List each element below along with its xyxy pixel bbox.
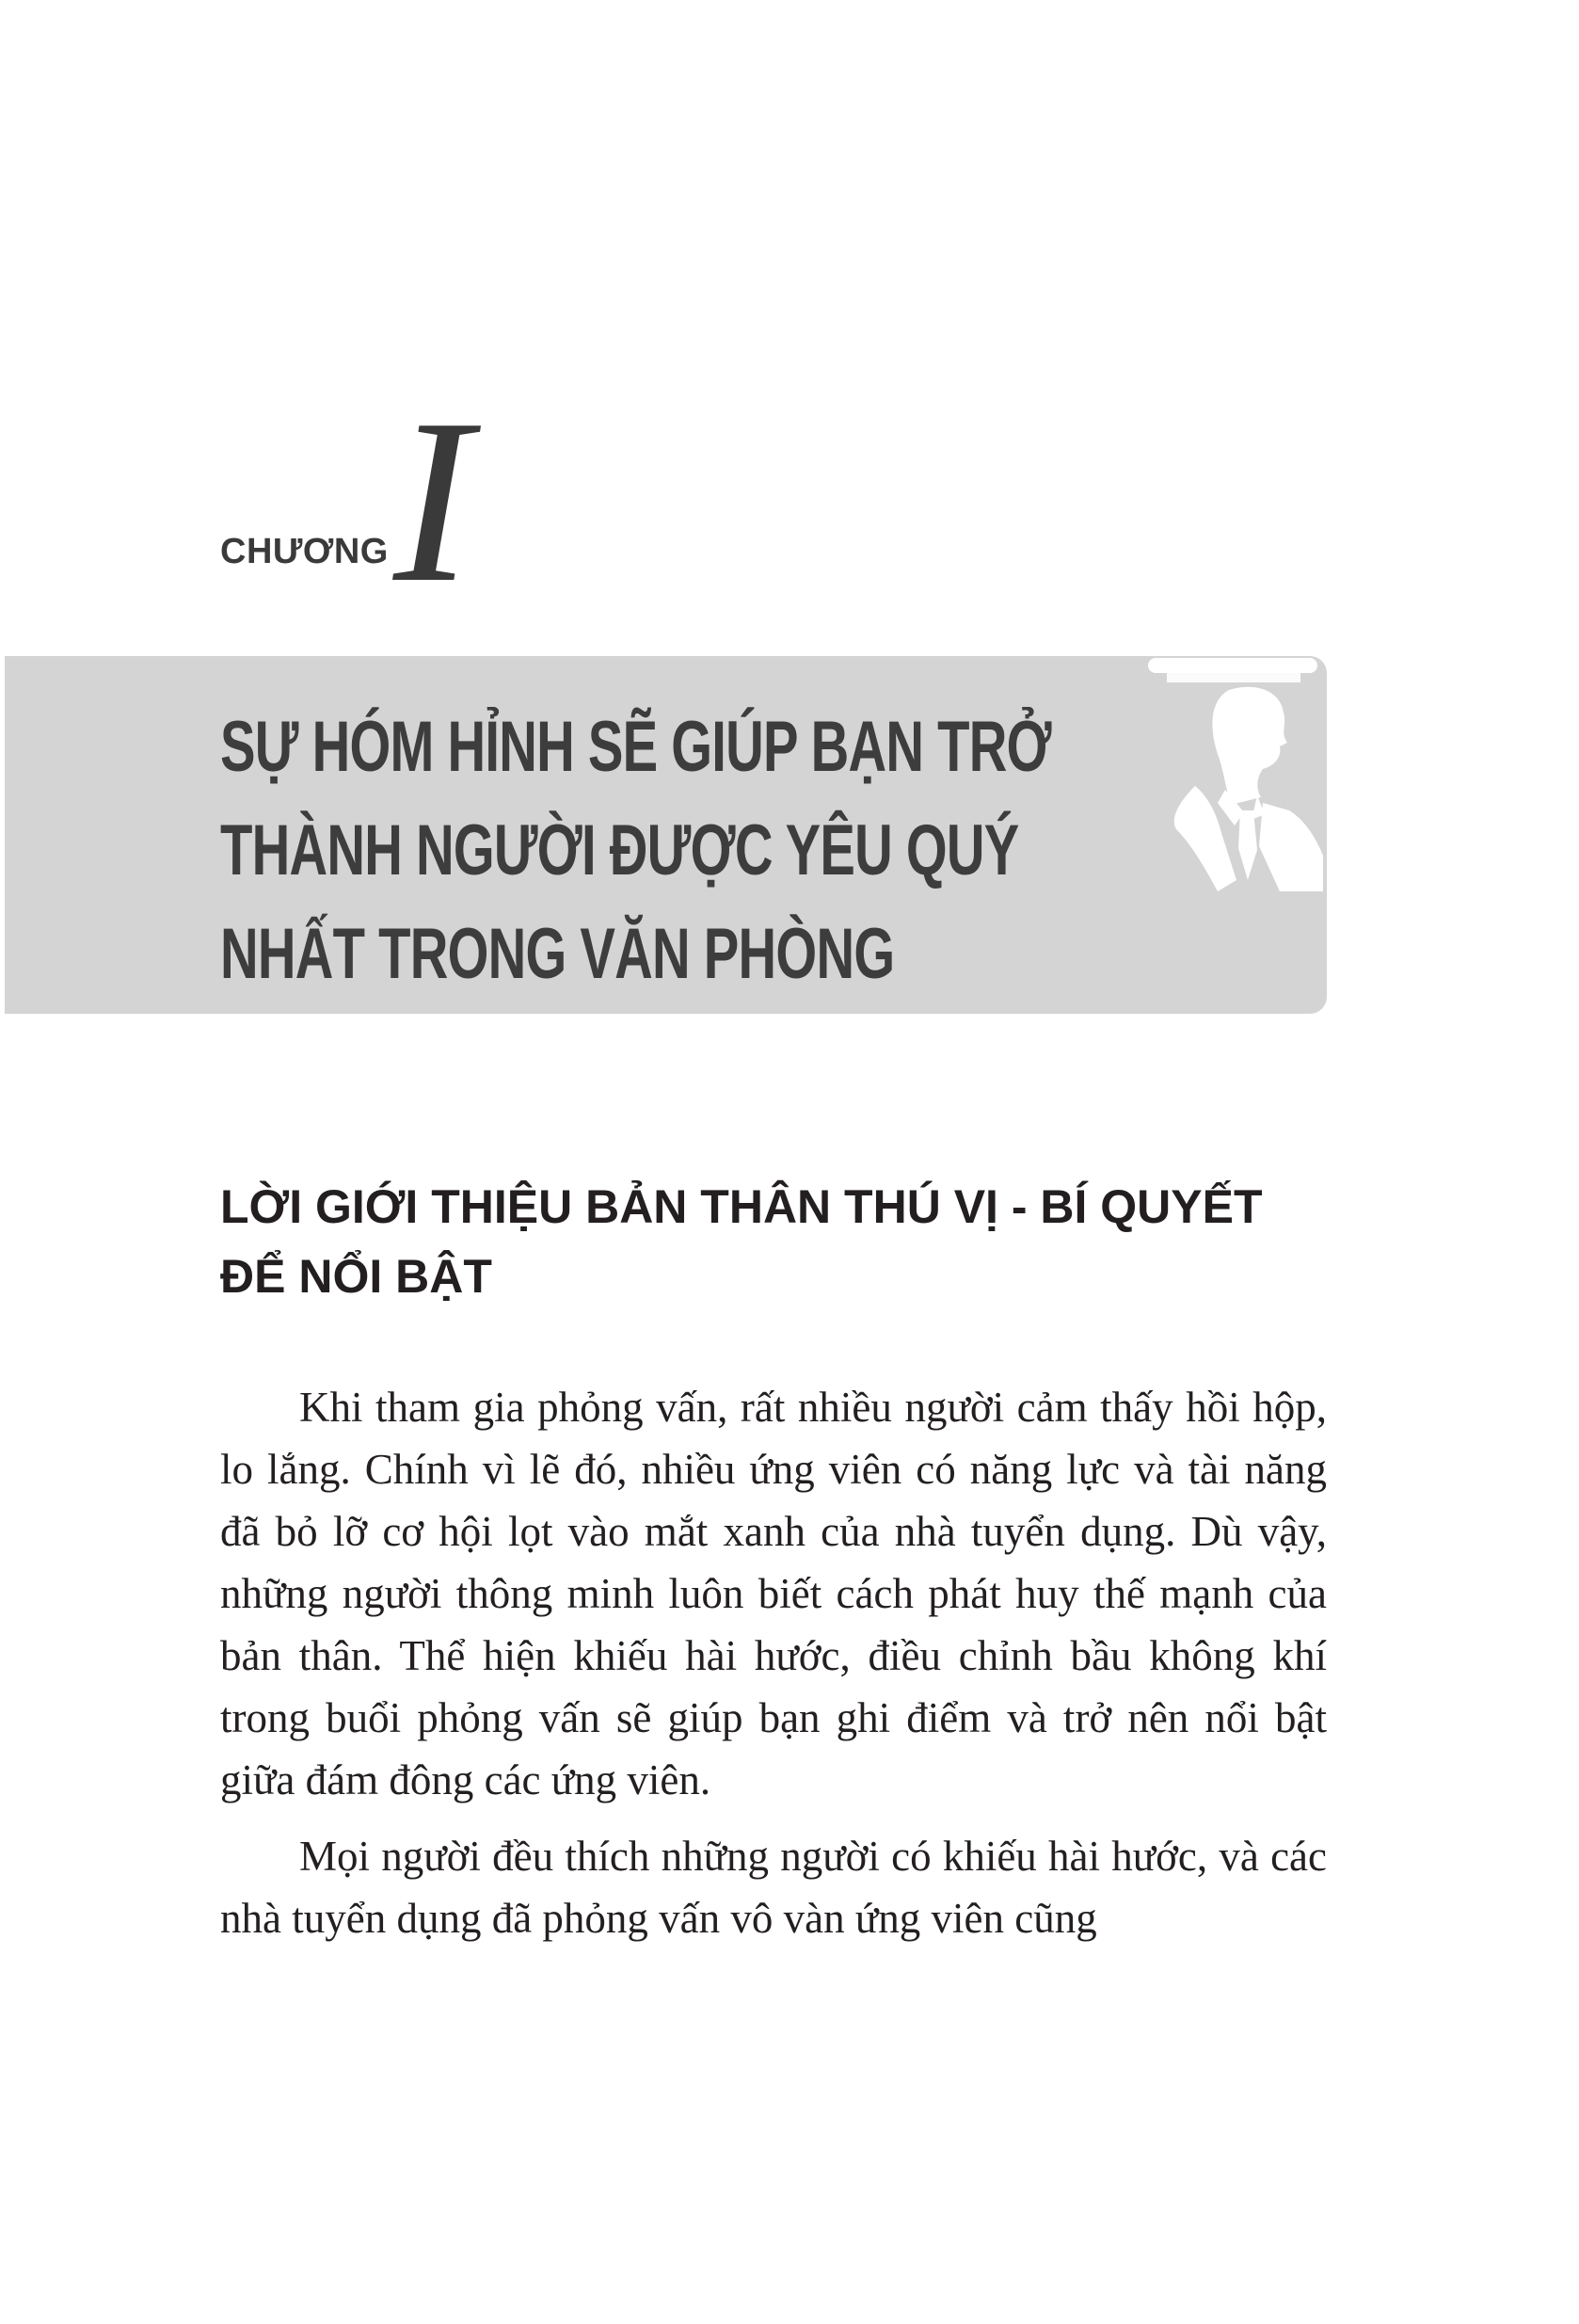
chapter-title-band [5, 656, 1327, 1014]
chapter-label: CHƯƠNG [220, 532, 389, 571]
chapter-title [220, 696, 1051, 1006]
body-text [220, 1376, 1327, 1963]
chapter-numeral: I [393, 371, 472, 632]
chapter-title-line: SỰ HÓM HỈNH SẼ GIÚP BẠN TRỞ [220, 707, 1051, 787]
paragraph: Mọi người đều thích những người có khiếu hài hước, và các nhà tuyển dụng đã phỏng vấn vô vàn ứng viên cũng [220, 1833, 1327, 1942]
chapter-title-line: THÀNH NGƯỜI ĐƯỢC YÊU QUÝ [220, 810, 1019, 890]
chapter-title-line: NHẤT TRONG VĂN PHÒNG [220, 914, 895, 994]
portrait-silhouette-icon [1139, 656, 1327, 899]
paragraph: Khi tham gia phỏng vấn, rất nhiều người cảm thấy hồi hộp, lo lắng. Chính vì lẽ đó, nhiều ứng viên có năng lực và tài năng đã bỏ lỡ cơ hội lọt vào mắt xanh của nhà tuyển dụng. Dù vậy, những người thông minh luôn biết cách phát huy thế mạnh của bản thân. Thể hiện khiếu hài hước, điều chỉnh bầu không khí trong buổi phỏng vấn sẽ giúp bạn ghi điểm và trở nên nổi bật giữa đám đông các ứng viên. [220, 1384, 1327, 1803]
section-heading: LỜI GIỚI THIỆU BẢN THÂN THÚ VỊ - BÍ QUYẾT ĐỂ NỔI BẬT [220, 1180, 1263, 1303]
